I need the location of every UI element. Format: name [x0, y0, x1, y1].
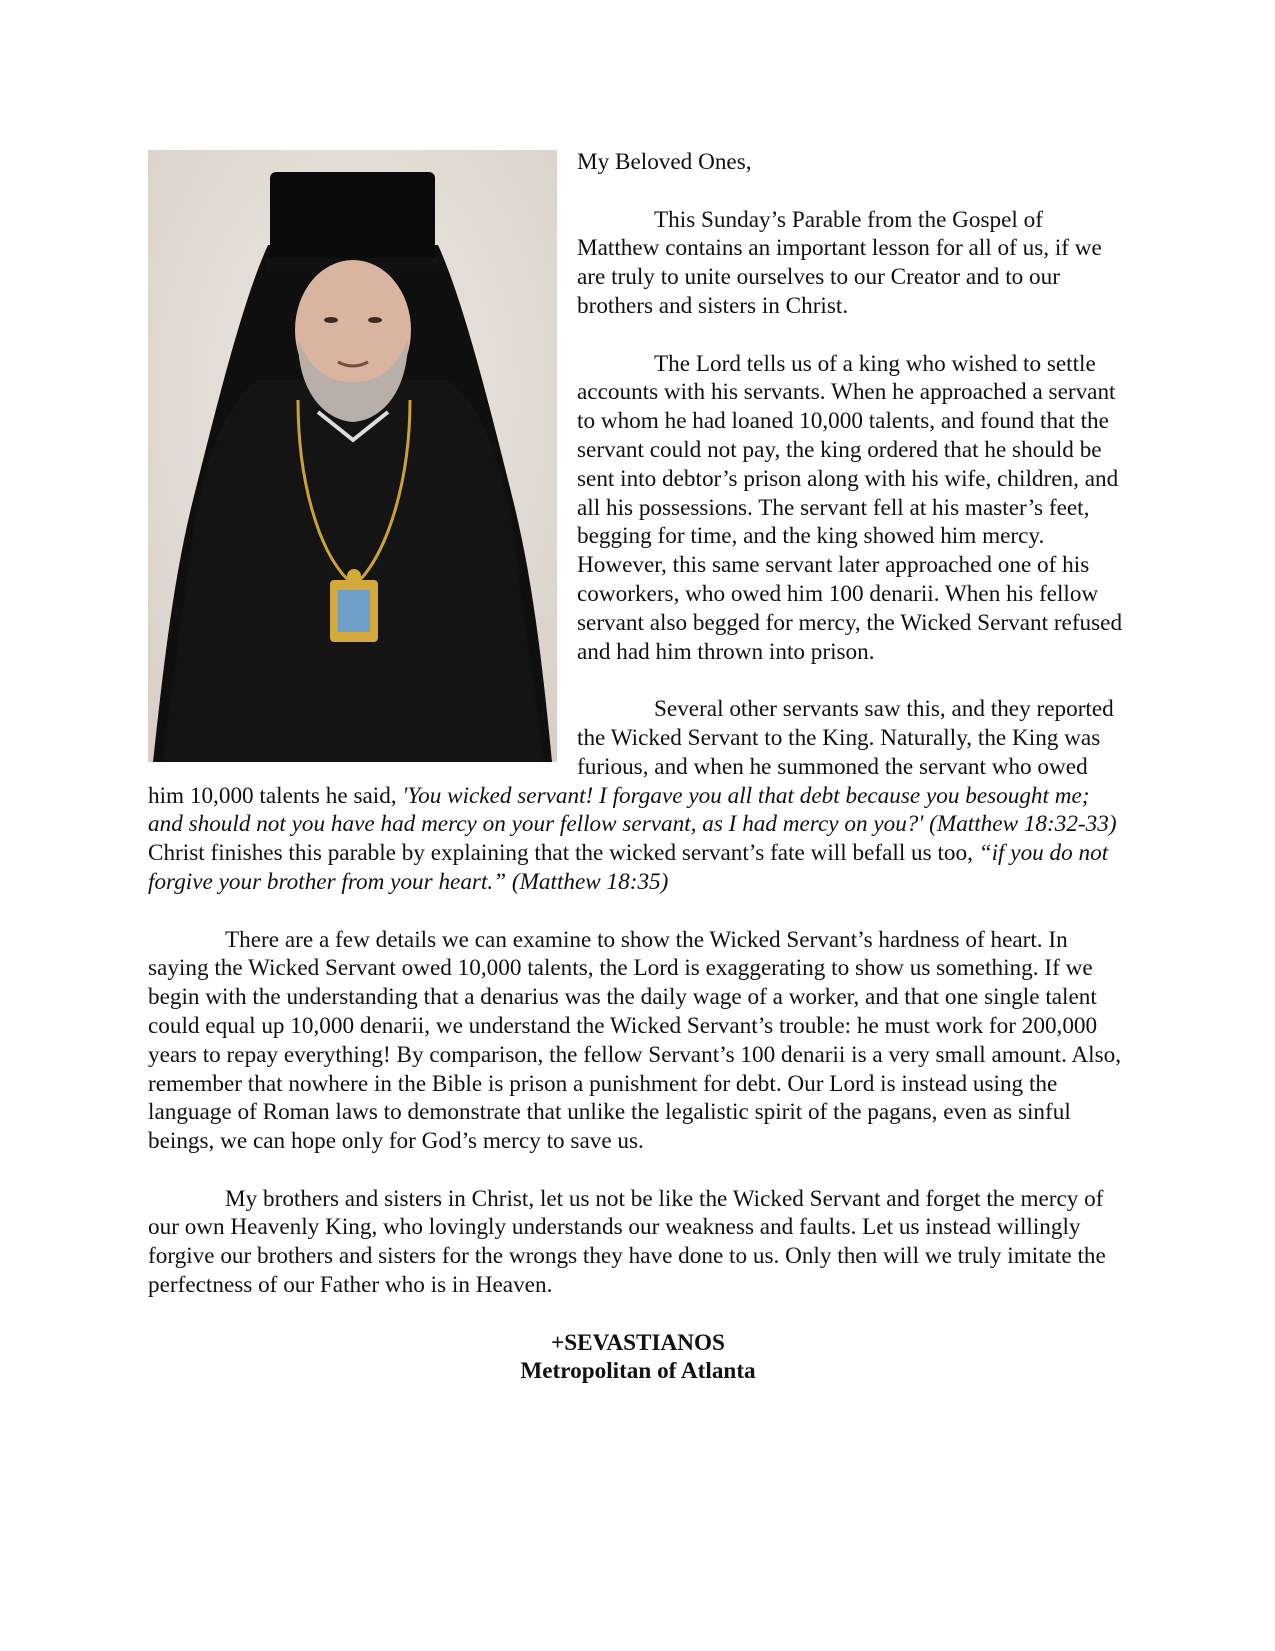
paragraph-4: There are a few details we can examine to show the Wicked Servant’s hardness of heart. In saying the Wicked Servant owed 10,000 talents, the Lord is exaggerating to show us something. If we begin with the understanding that a denarius was the daily wage of a worker, and that one single talent could equal up 10,000 denarii, we understand the Wicked Servant’s trouble: he must work for 200,000 years to repay everything! By comparison, the fellow Servant’s 100 denarii is a very small amount. Also, remember that nowhere in the Bible is prison a punishment for debt. Our Lord is instead using the language of Roman laws to demonstrate that unlike the legalistic spirit of the pagans, even as sinful beings, we can hope only for God’s mercy to save us. [148, 926, 1122, 1155]
paragraph-2: The Lord tells us of a king who wished to settle accounts with his servants. When he approached a servant to whom he had loaned 10,000 talents, and found that the servant could not pay, the king ordered that he should be sent into debtor’s prison along with his wife, children, and all his possessions. The servant fell at his master’s feet, begging for time, and the king showed him mercy. However, this same servant later approached one of his coworkers, who owed him 100 denarii. When his fellow servant also begged for mercy, the Wicked Servant refused and had him thrown into prison. [577, 350, 1123, 665]
paragraph-1: This Sunday’s Parable from the Gospel of Matthew contains an important lesson for all of us, if we are truly to unite ourselves to our Creator and to our brothers and sisters in Christ. [577, 206, 1102, 319]
portrait-photo-icon [148, 150, 557, 762]
signature-name: +SEVASTIANOS [551, 1329, 725, 1356]
letter-page [148, 148, 1128, 1386]
paragraph-3-start: Several other servants saw this, and they reported the Wicked Servant to the King. Naturally, the King was furious, and when he summoned the servant who owed him 10,000 talents he said, [148, 696, 1114, 809]
quote-matthew-18-32: 'You wicked servant! I forgave you all that debt because you besought me; and should not you have had mercy on your fellow servant, as I had mercy on you?' (Matthew 18:32-33) [148, 782, 1117, 838]
signature [148, 1329, 1128, 1387]
quote-matthew-18-35: “if you do not forgive your brother from your heart.” (Matthew 18:35) [148, 840, 1109, 895]
greeting: My Beloved Ones, [577, 149, 752, 175]
paragraph-3-mid: Christ finishes this parable by explaining that the wicked servant’s fate will befall us too, [148, 840, 979, 867]
portrait-photo [148, 150, 557, 762]
paragraph-5: My brothers and sisters in Christ, let us not be like the Wicked Servant and forget the mercy of our own Heavenly King, who lovingly understands our weakness and faults. Let us instead willingly forgive our brothers and sisters for the wrongs they have done to us. Only then will we truly imitate the perfectness of our Father who is in Heaven. [148, 1185, 1106, 1299]
signature-title: Metropolitan of Atlanta [520, 1358, 756, 1385]
